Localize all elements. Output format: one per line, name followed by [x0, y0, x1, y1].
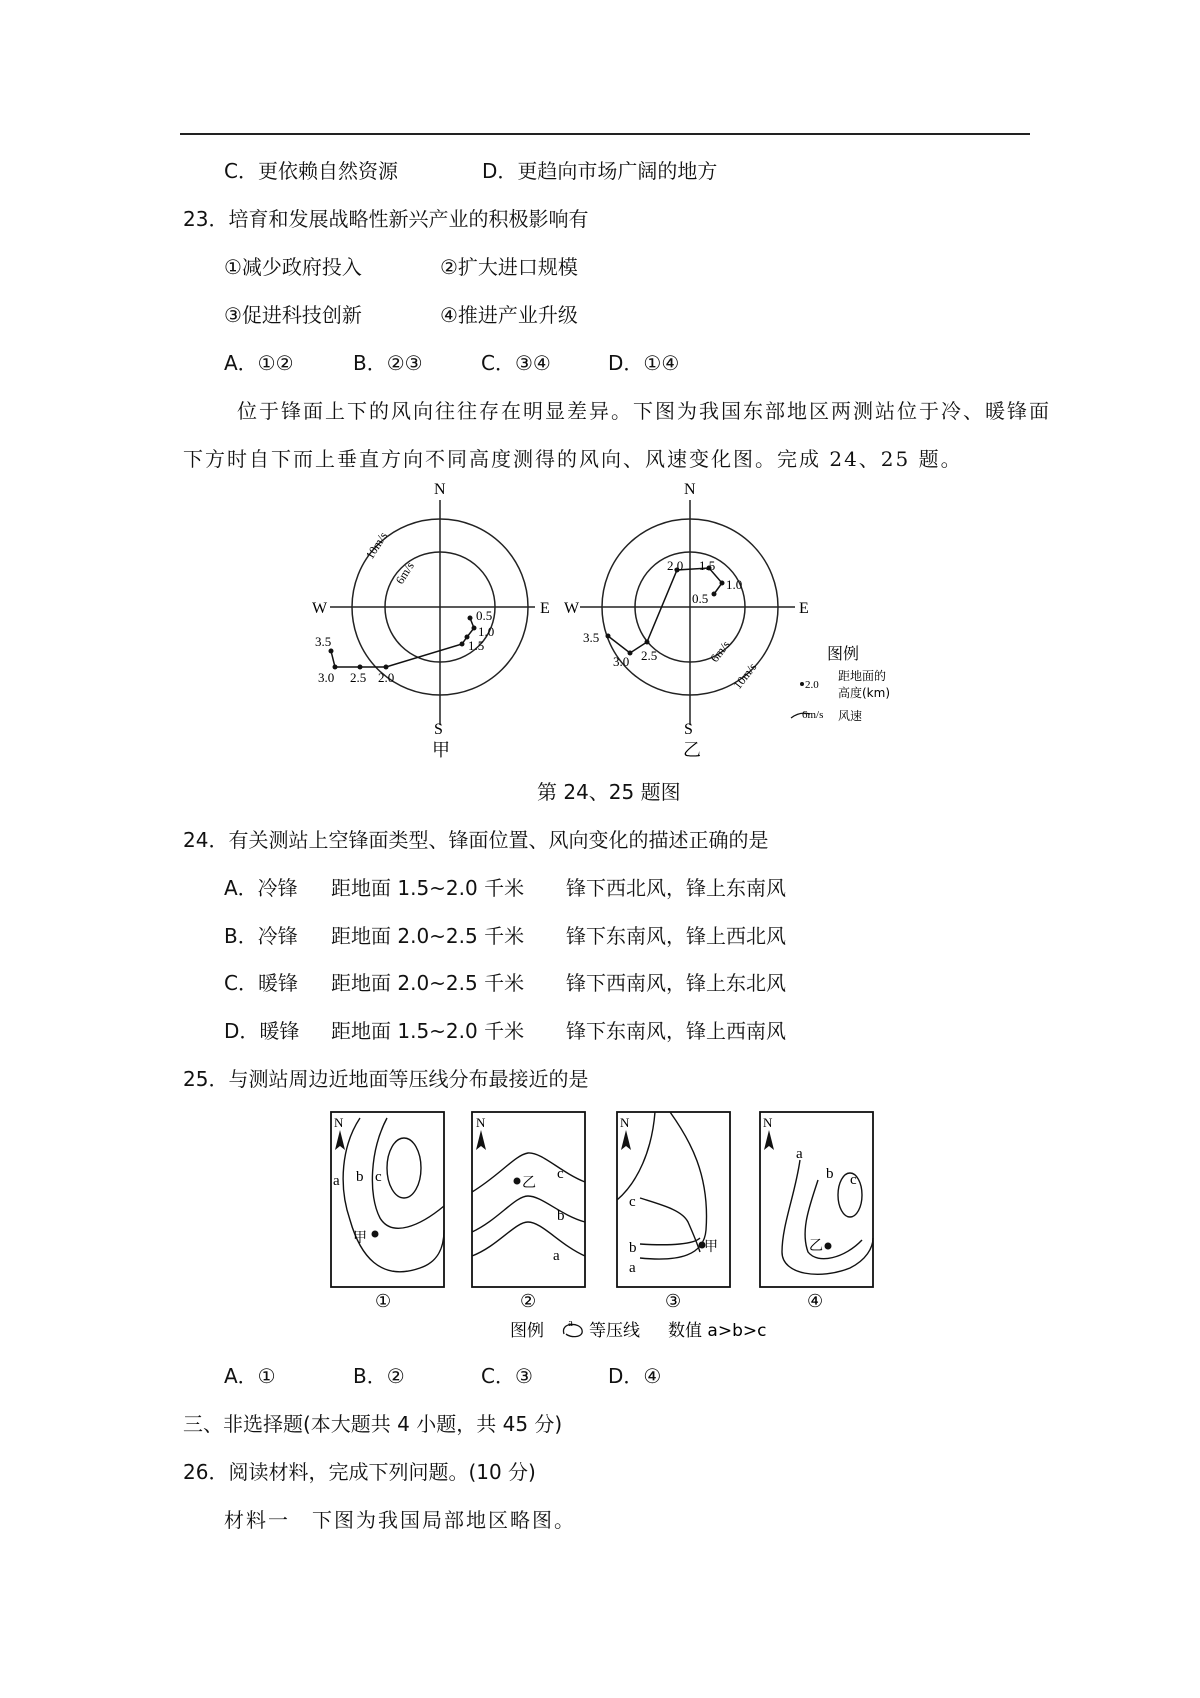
- height-label: 2.5: [350, 670, 367, 685]
- height-label: 3.5: [315, 634, 332, 649]
- legend-title: 图例: [827, 644, 860, 663]
- north-arrow-icon: [621, 1130, 631, 1150]
- intro-line-1: 位于锋面上下的风向往往存在明显差异。下图为我国东部地区两测站位于冷、暖锋面: [237, 399, 1051, 423]
- height-label: 2.0: [378, 670, 395, 685]
- q24-option-c-label[interactable]: C．暖锋: [224, 971, 298, 995]
- height-point: [468, 616, 473, 621]
- isobar-label: a: [333, 1173, 340, 1189]
- isobar-label: b: [826, 1166, 834, 1182]
- q26-material-1: 材料一 下图为我国局部地区略图。: [224, 1508, 576, 1532]
- q24-option-b-height: 距地面 2.0~2.5 千米: [331, 924, 525, 948]
- ring-label-6ms: 6m/s: [707, 637, 733, 665]
- q23-item-1: ①减少政府投入: [224, 255, 362, 279]
- isobar-legend: [510, 1317, 766, 1341]
- north-arrow-icon: [764, 1130, 774, 1150]
- station-yi-name: 乙: [683, 740, 701, 761]
- q25-option-a[interactable]: A．①: [224, 1364, 276, 1388]
- isobar-panel-4: [760, 1112, 873, 1312]
- legend-point-label-1: 距地面的: [838, 669, 887, 683]
- panel-number: ③: [665, 1291, 682, 1312]
- q26-stem: 26．阅读材料，完成下列问题。(10 分): [183, 1460, 536, 1484]
- wind-figure-caption: 第 24、25 题图: [537, 780, 681, 804]
- q23-item-3: ③促进科技创新: [224, 303, 362, 327]
- q23-option-c[interactable]: C．③④: [481, 351, 551, 375]
- south-label: S: [684, 721, 693, 738]
- q25-option-b[interactable]: B．②: [353, 1364, 405, 1388]
- station-point: [825, 1243, 832, 1250]
- isobar-panel-3: [617, 1112, 730, 1312]
- station-label: 甲: [704, 1239, 718, 1255]
- station-label: 乙: [809, 1238, 823, 1254]
- isobar-panel-1: [331, 1112, 444, 1312]
- east-label: E: [799, 600, 809, 617]
- station-point: [514, 1178, 521, 1185]
- wind-direction-figure: [300, 478, 900, 768]
- height-point: [329, 649, 334, 654]
- q22-option-c[interactable]: C．更依赖自然资源: [224, 159, 398, 183]
- isobar-label: c: [629, 1194, 636, 1210]
- north-label: N: [684, 481, 696, 498]
- station-jia-diagram: [312, 481, 550, 761]
- height-point: [358, 665, 363, 670]
- q24-option-d-wind: 锋下东南风，锋上西南风: [566, 1019, 786, 1043]
- header-rule: [180, 133, 1030, 135]
- wind-profile-line: [608, 568, 722, 653]
- intro-line-2: 下方时自下而上垂直方向不同高度测得的风向、风速变化图。完成 24、25 题。: [183, 447, 963, 471]
- isobar-label: b: [356, 1169, 364, 1185]
- ring-label-10ms: 10m/s: [362, 529, 391, 562]
- station-label: 甲: [353, 1230, 367, 1246]
- height-label: 0.5: [476, 608, 493, 623]
- wind-profile-line: [331, 618, 474, 667]
- ring-label-6ms: 6m/s: [392, 559, 417, 587]
- wind-figure-legend: [791, 644, 890, 723]
- isobar-label: c: [557, 1166, 564, 1182]
- q24-option-d-height: 距地面 1.5~2.0 千米: [331, 1019, 525, 1043]
- q24-option-a-height: 距地面 1.5~2.0 千米: [331, 876, 525, 900]
- panel-number: ④: [807, 1291, 824, 1312]
- east-label: E: [540, 600, 550, 617]
- q24-option-b-wind: 锋下东南风，锋上西北风: [566, 924, 786, 948]
- isobar-legend-sample: a: [568, 1317, 573, 1329]
- q25-option-c[interactable]: C．③: [481, 1364, 533, 1388]
- height-point: [472, 626, 477, 631]
- q23-option-a[interactable]: A．①②: [224, 351, 294, 375]
- west-label: W: [312, 600, 328, 617]
- legend-point-label-2: 高度(km): [838, 686, 891, 700]
- height-point: [606, 634, 611, 639]
- height-label: 1.0: [478, 624, 495, 639]
- height-point: [333, 665, 338, 670]
- panel-number: ①: [375, 1291, 392, 1312]
- q24-option-b-label[interactable]: B．冷锋: [224, 924, 298, 948]
- section-3-heading: 三、非选择题(本大题共 4 小题，共 45 分): [183, 1412, 563, 1436]
- q24-option-a-wind: 锋下西北风，锋上东南风: [566, 876, 786, 900]
- height-label: 3.0: [613, 654, 630, 669]
- q23-option-d[interactable]: D．①④: [608, 351, 680, 375]
- height-point: [384, 665, 389, 670]
- height-point: [460, 642, 465, 647]
- isobar-label: a: [796, 1146, 803, 1162]
- q24-stem: 24．有关测站上空锋面类型、锋面位置、风向变化的描述正确的是: [183, 828, 769, 852]
- north-label: N: [763, 1115, 773, 1130]
- isobar-label: b: [557, 1208, 565, 1224]
- isobar-panel-2: [472, 1112, 585, 1312]
- height-label: 1.0: [726, 577, 743, 592]
- q25-option-d[interactable]: D．④: [608, 1364, 662, 1388]
- q24-option-c-height: 距地面 2.0~2.5 千米: [331, 971, 525, 995]
- isobar-label: a: [629, 1260, 636, 1276]
- isobar-label: c: [850, 1172, 857, 1188]
- west-label: W: [564, 600, 580, 617]
- north-label: N: [476, 1115, 486, 1130]
- legend-ring-label: 风速: [838, 709, 863, 723]
- q22-option-d[interactable]: D．更趋向市场广阔的地方: [482, 159, 718, 183]
- height-label: 3.0: [318, 670, 335, 685]
- panel-number: ②: [520, 1291, 537, 1312]
- isobar-label: c: [375, 1169, 382, 1185]
- north-label: N: [620, 1115, 630, 1130]
- station-point: [372, 1231, 379, 1238]
- legend-point-value: 2.0: [805, 679, 819, 691]
- height-label: 1.5: [699, 558, 716, 573]
- isobar-figure: [320, 1100, 890, 1350]
- isobar-label: a: [553, 1248, 560, 1264]
- isobar-legend-prefix: 图例: [510, 1321, 544, 1341]
- north-arrow-icon: [476, 1130, 486, 1150]
- isobar-legend-isobar: 等压线: [589, 1321, 640, 1341]
- isobar-legend-value: 数值 a>b>c: [668, 1321, 767, 1341]
- height-label: 2.0: [667, 558, 684, 573]
- station-label: 乙: [522, 1175, 536, 1191]
- q23-stem: 23．培育和发展战略性新兴产业的积极影响有: [183, 207, 589, 231]
- q25-stem: 25．与测站周边近地面等压线分布最接近的是: [183, 1067, 589, 1091]
- height-label: 3.5: [583, 630, 600, 645]
- q24-option-a-label[interactable]: A．冷锋: [224, 876, 298, 900]
- north-label: N: [334, 1115, 344, 1130]
- ring-label-10ms: 10m/s: [730, 660, 760, 692]
- height-label: 1.5: [468, 638, 485, 653]
- q23-item-4: ④推进产业升级: [440, 303, 578, 327]
- legend-ring-value: 6m/s: [802, 709, 824, 721]
- north-arrow-icon: [335, 1130, 345, 1150]
- q23-item-2: ②扩大进口规模: [440, 255, 578, 279]
- south-label: S: [434, 721, 443, 738]
- height-point: [720, 581, 725, 586]
- station-jia-name: 甲: [432, 740, 450, 761]
- q24-option-c-wind: 锋下西南风，锋上东北风: [566, 971, 786, 995]
- q24-option-d-label[interactable]: D．暖锋: [224, 1019, 300, 1043]
- height-point: [645, 640, 650, 645]
- height-label: 0.5: [692, 591, 709, 606]
- height-point: [712, 592, 717, 597]
- north-label: N: [434, 481, 446, 498]
- station-yi-diagram: [564, 481, 809, 761]
- isobar-label: b: [629, 1240, 637, 1256]
- height-label: 2.5: [641, 648, 658, 663]
- q23-option-b[interactable]: B．②③: [353, 351, 423, 375]
